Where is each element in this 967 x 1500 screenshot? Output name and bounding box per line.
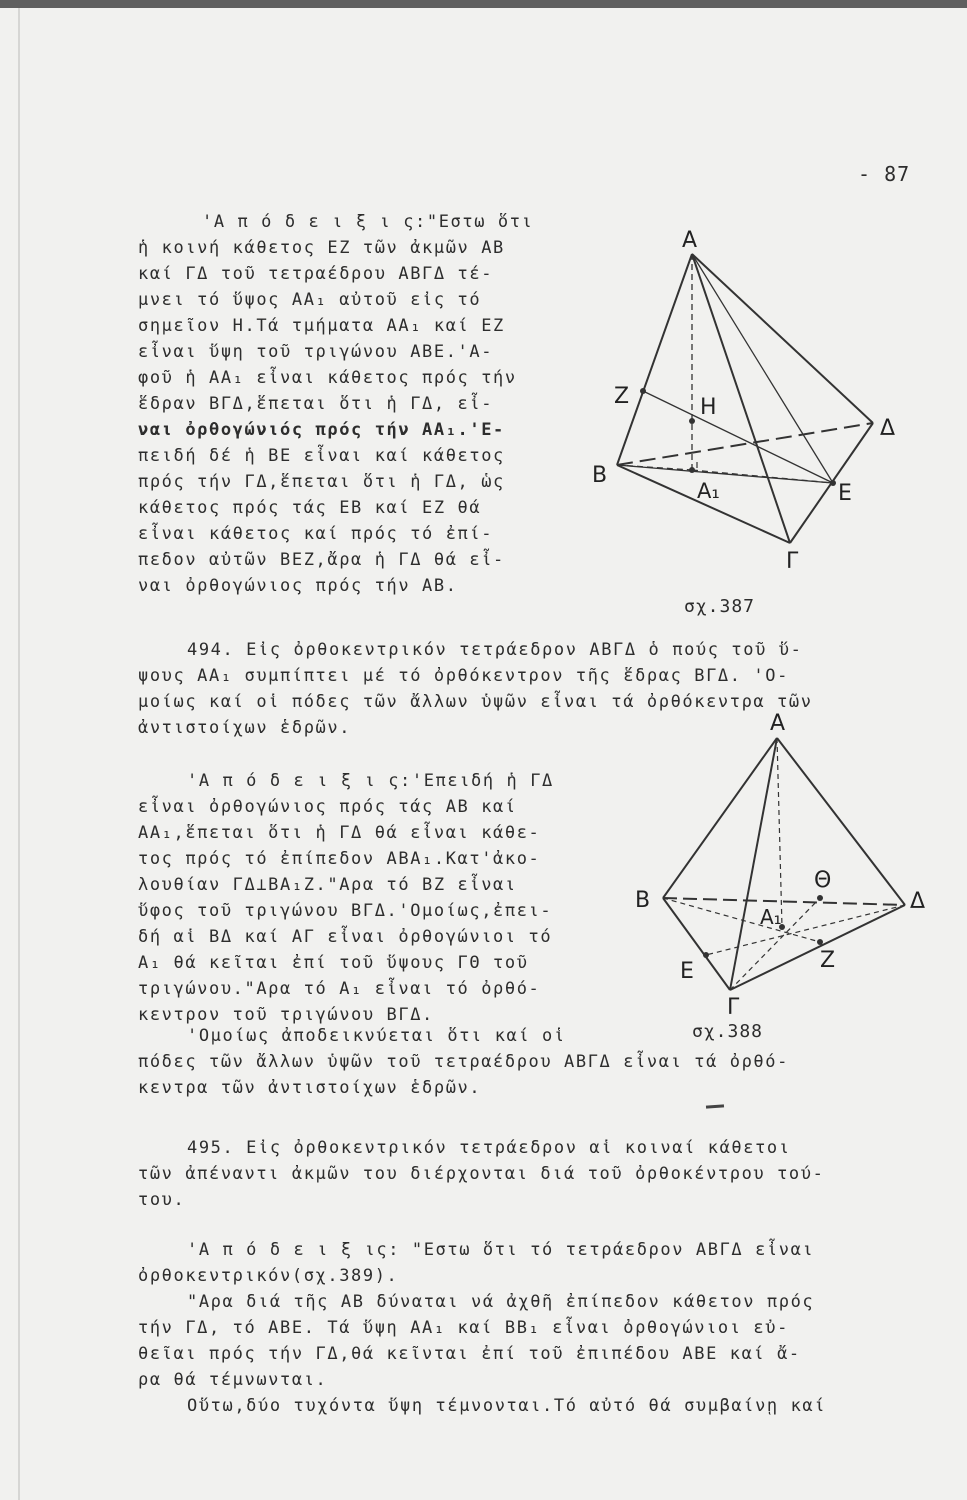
- label-A: A: [682, 228, 698, 253]
- text-line: τήν ΓΔ, τό ΑΒΕ. Τά ὕψη ΑΑ₁ καί ΒΒ₁ εἶναι ὀρθογώνιοι εὐ-: [138, 1318, 789, 1338]
- text-line: εἶναι κάθετος καί πρός τό ἐπί-: [138, 524, 494, 544]
- text-line: 494. Εἰς ὀρθοκεντρικόν τετράεδρον ΑΒΓΔ ὁ πούς τοῦ ὕ-: [187, 640, 803, 660]
- text-line: θεῖαι πρός τήν ΓΔ,θά κεῖνται ἐπί τοῦ ἐπιπέδου ΑΒΕ καί ἄ-: [138, 1344, 801, 1364]
- label-A1: A₁: [697, 479, 720, 503]
- text-line: μοίως καί οἱ πόδες τῶν ἄλλων ὑψῶν εἶναι τά ὀρθόκεντρα τῶν: [138, 692, 813, 712]
- text-line: ὕφος τοῦ τριγώνου ΒΓΔ.'Ομοίως,ἐπει-: [138, 901, 553, 921]
- text-line: 'Ομοίως ἀποδεικνύεται ὅτι καί οἱ: [187, 1026, 566, 1046]
- text-line: ἕδραν ΒΓΔ,ἕπεται ὅτι ἡ ΓΔ, εἶ-: [138, 394, 494, 414]
- text-line: 'Α π ό δ ε ι ξ ι ς:"Εστω ὅτι: [202, 212, 534, 232]
- text-line: Οὕτω,δύο τυχόντα ὕψη τέμνονται.Τό αὐτό θά συμβαίνῃ καί: [187, 1396, 827, 1416]
- text-line: ὀρθοκεντρικόν(σχ.389).: [138, 1266, 399, 1286]
- figure-388-caption: σχ.388: [692, 1021, 764, 1042]
- figure-387-caption: σχ.387: [684, 596, 756, 617]
- text-line: πρός τήν ΓΔ,ἕπεται ὅτι ἡ ΓΔ, ὡς: [138, 472, 505, 492]
- text-line: ναι ὀρθογώνιός πρός τήν ΑΑ₁.'Ε-: [138, 420, 505, 440]
- text-line: "Αρα διά τῆς ΑΒ δύναται νά ἀχθῆ ἐπίπεδον κάθετον πρός: [187, 1292, 815, 1312]
- point-Z: [817, 939, 823, 945]
- text-line: κεντρον τοῦ τριγώνου ΒΓΔ.: [138, 1005, 434, 1025]
- label-B: B: [635, 888, 651, 913]
- text-line: 'Α π ό δ ε ι ξ ις: "Εστω ὅτι τό τετράεδρον ΑΒΓΔ εἶναι: [187, 1240, 815, 1260]
- text-line: ψους ΑΑ₁ συμπίπτει μέ τό ὀρθόκεντρον τῆς ἕδρας ΒΓΔ. 'Ο-: [138, 666, 789, 686]
- text-line: Α₁ θά κεῖται ἐπί τοῦ ὕψους ΓΘ τοῦ: [138, 953, 529, 973]
- text-line: του.: [138, 1190, 186, 1210]
- label-Z: Z: [820, 948, 836, 973]
- label-G: Γ: [786, 549, 799, 574]
- text-line: πόδες τῶν ἄλλων ὑψῶν τοῦ τετραέδρου ΑΒΓΔ εἶναι τά ὀρθό-: [138, 1052, 789, 1072]
- text-line: τος πρός τό ἐπίπεδον ΑΒΑ₁.Κατ'ἀκο-: [138, 849, 541, 869]
- edge-BG: [663, 898, 730, 990]
- edge-AG: [730, 738, 777, 990]
- text-line: εἶναι ὕψη τοῦ τριγώνου ΑΒΕ.'Α-: [138, 342, 494, 362]
- line-BZ: [663, 898, 820, 942]
- text-line: τῶν ἀπέναντι ἀκμῶν του διέρχονται διά τοῦ ὀρθοκέντρου τού-: [138, 1164, 825, 1184]
- label-B: B: [592, 463, 608, 488]
- label-A: A: [770, 711, 786, 736]
- point-T: [817, 895, 823, 901]
- text-line: σημεῖον Η.Τά τμήματα ΑΑ₁ καί ΕΖ: [138, 316, 505, 336]
- edge-AD: [777, 738, 905, 905]
- edge-AB: [663, 738, 777, 898]
- text-line: δή αἱ ΒΔ καί ΑΓ εἶναι ὀρθογώνιοι τό: [138, 927, 553, 947]
- text-line: ἀντιστοίχων ἑδρῶν.: [138, 718, 352, 738]
- edge-GD: [730, 905, 905, 990]
- text-line: 495. Εἰς ὀρθοκεντρικόν τετράεδρον αἱ κοιναί κάθετοι: [187, 1138, 791, 1158]
- text-line: πεδον αὐτῶν ΒΕΖ,ἄρα ἡ ΓΔ θά εἶ-: [138, 550, 505, 570]
- label-G: Γ: [727, 995, 740, 1020]
- label-D: Δ: [880, 416, 896, 441]
- text-line: ρα θά τέμνωνται.: [138, 1370, 328, 1390]
- label-D: Δ: [910, 889, 926, 914]
- text-line: ναι ὀρθογώνιος πρός τήν ΑΒ.: [138, 576, 458, 596]
- label-E: E: [838, 481, 852, 506]
- label-H: H: [700, 395, 717, 420]
- text-line: λουθίαν ΓΔ⊥ΒΑ₁Ζ."Αρα τό ΒΖ εἶναι: [138, 875, 517, 895]
- point-E: [703, 952, 709, 958]
- text-line: πειδή δέ ἡ ΒΕ εἶναι καί κάθετος: [138, 446, 505, 466]
- text-line: 'Α π ό δ ε ι ξ ι ς:'Επειδή ἡ ΓΔ: [187, 771, 554, 791]
- edge-BD-hidden: [663, 898, 905, 905]
- page-number: - 87: [858, 162, 911, 186]
- text-line: κάθετος πρός τάς ΕΒ καί ΕΖ θά: [138, 498, 482, 518]
- text-line: τριγώνου."Αρα τό Α₁ εἶναι τό ὀρθό-: [138, 979, 541, 999]
- text-line: μνει τό ὕψος ΑΑ₁ αὐτοῦ εἰς τό: [138, 290, 482, 310]
- height-AA1: [777, 738, 782, 927]
- text-line: κεντρα τῶν ἀντιστοίχων ἑδρῶν.: [138, 1078, 482, 1098]
- text-line: εἶναι ὀρθογώνιος πρός τάς ΑΒ καί: [138, 797, 517, 817]
- label-A1: A₁: [760, 905, 782, 929]
- label-T: Θ: [814, 868, 832, 893]
- text-line: ἡ κοινή κάθετος ΕΖ τῶν ἀκμῶν ΑΒ: [138, 238, 505, 258]
- label-Z: Z: [614, 384, 630, 409]
- text-line: φοῦ ἡ ΑΑ₁ εἶναι κάθετος πρός τήν: [138, 368, 517, 388]
- label-E: E: [680, 959, 694, 984]
- text-line: καί ΓΔ τοῦ τετραέδρου ΑΒΓΔ τέ-: [138, 264, 494, 284]
- text-line: ΑΑ₁,ἕπεται ὅτι ἡ ΓΔ θά εἶναι κάθε-: [138, 823, 541, 843]
